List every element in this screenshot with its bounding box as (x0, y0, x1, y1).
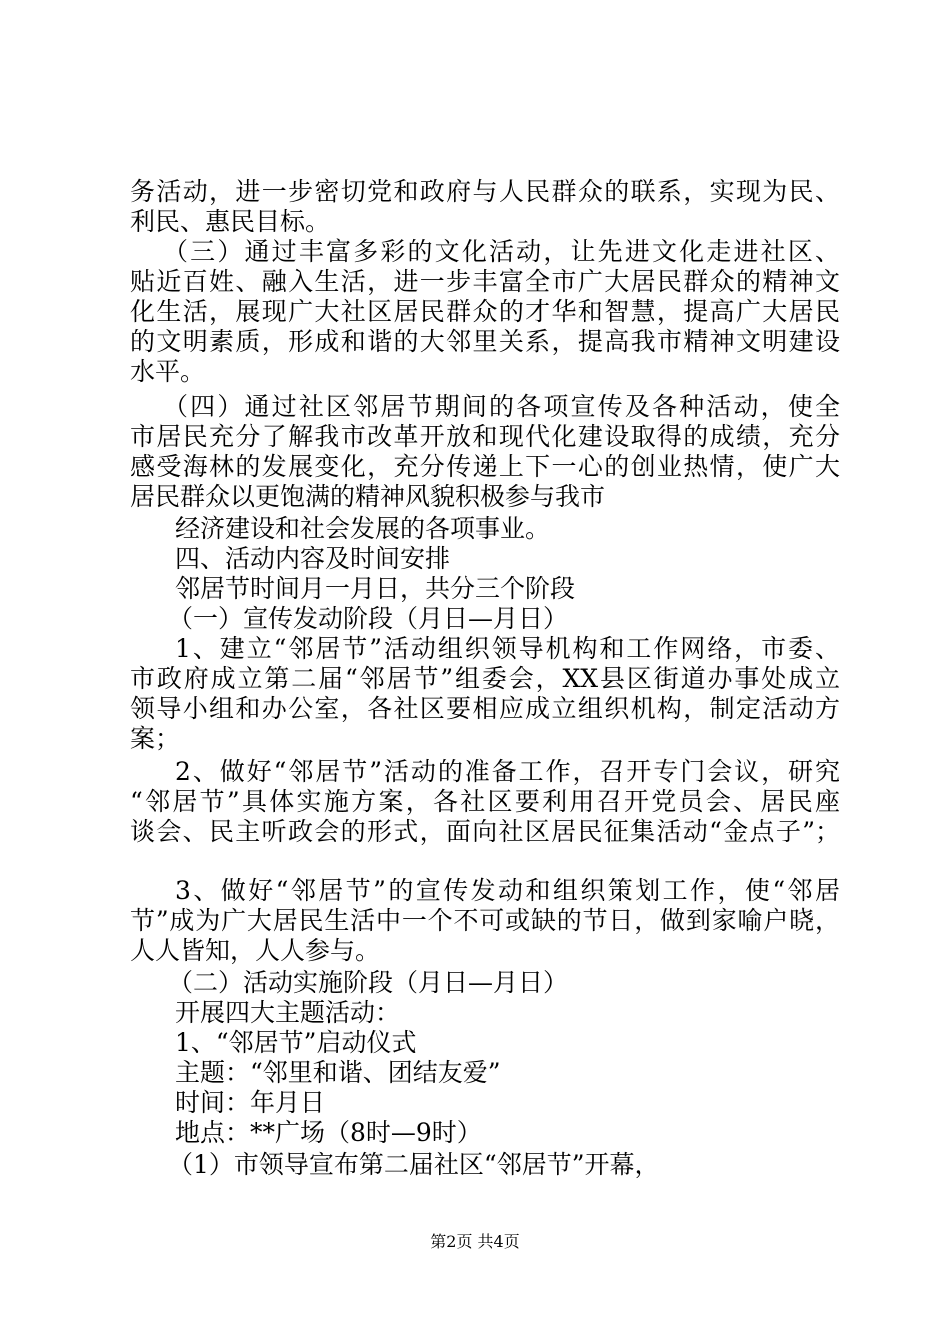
body-text-line: 1、建立“邻居节”活动组织领导机构和工作网络，市委、 (175, 634, 840, 663)
body-text-line: “邻居节”具体实施方案，各社区要利用召开党员会、居民座 (130, 787, 840, 816)
body-text-line: 案； (130, 724, 181, 753)
body-text-line: 的文明素质，形成和谐的大邻里关系，提高我市精神文明建设 (130, 327, 840, 356)
body-text-line: 感受海林的发展变化，充分传递上下一心的创业热情，使广大 (130, 452, 840, 481)
body-text-line: 经济建设和社会发展的各项事业。 (175, 514, 551, 543)
subsection-heading: （二）活动实施阶段（月日—月日） (168, 968, 569, 997)
body-text-line: 居民群众以更饱满的精神风貌积极参与我市 (130, 482, 606, 511)
body-text-line: 市政府成立第二届“邻居节”组委会，XX县区街道办事处成立 (130, 664, 840, 693)
body-text-line: 2、做好“邻居节”活动的准备工作，召开专门会议，研究 (175, 757, 840, 786)
body-text-line: 水平。 (130, 357, 206, 386)
body-text-line: 节”成为广大居民生活中一个不可或缺的节日，做到家喻户晓， (130, 906, 840, 935)
body-text-line: （三）通过丰富多彩的文化活动，让先进文化走进社区、 (163, 237, 840, 266)
body-text-line: 邻居节时间月一月日，共分三个阶段 (175, 574, 576, 603)
body-text-line: 3、做好“邻居节”的宣传发动和组织策划工作，使“邻居 (175, 876, 840, 905)
body-text-line: 人人皆知，人人参与。 (130, 936, 381, 965)
subsection-heading: （一）宣传发动阶段（月日—月日） (168, 604, 569, 633)
body-text-line: 谈会、民主听政会的形式，面向社区居民征集活动“金点子”； (130, 817, 840, 846)
body-text-line: 开展四大主题活动： (175, 998, 401, 1027)
body-text-line: 利民、惠民目标。 (130, 207, 331, 236)
body-text-line: 地点：**广场（8时—9时） (175, 1118, 482, 1147)
page-footer: 第2页 共4页 (430, 1232, 520, 1251)
body-text-line: 市居民充分了解我市改革开放和现代化建设取得的成绩，充分 (130, 422, 840, 451)
section-heading: 四、活动内容及时间安排 (175, 544, 451, 573)
body-text-line: 化生活，展现广大社区居民群众的才华和智慧，提高广大居民 (130, 297, 840, 326)
body-text-line: 时间：年月日 (175, 1088, 326, 1117)
body-text-line: 1、“邻居节”启动仪式 (175, 1028, 417, 1057)
body-text-line: 务活动，进一步密切党和政府与人民群众的联系，实现为民、 (130, 177, 840, 206)
body-text-line: （1）市领导宣布第二届社区“邻居节”开幕， (168, 1150, 660, 1179)
body-text-line: 领导小组和办公室，各社区要相应成立组织机构，制定活动方 (130, 694, 840, 723)
body-text-line: 贴近百姓、融入生活，进一步丰富全市广大居民群众的精神文 (130, 267, 840, 296)
body-text-line: （四）通过社区邻居节期间的各项宣传及各种活动，使全 (163, 392, 840, 421)
body-text-line: 主题：“邻里和谐、团结友爱” (175, 1058, 501, 1087)
